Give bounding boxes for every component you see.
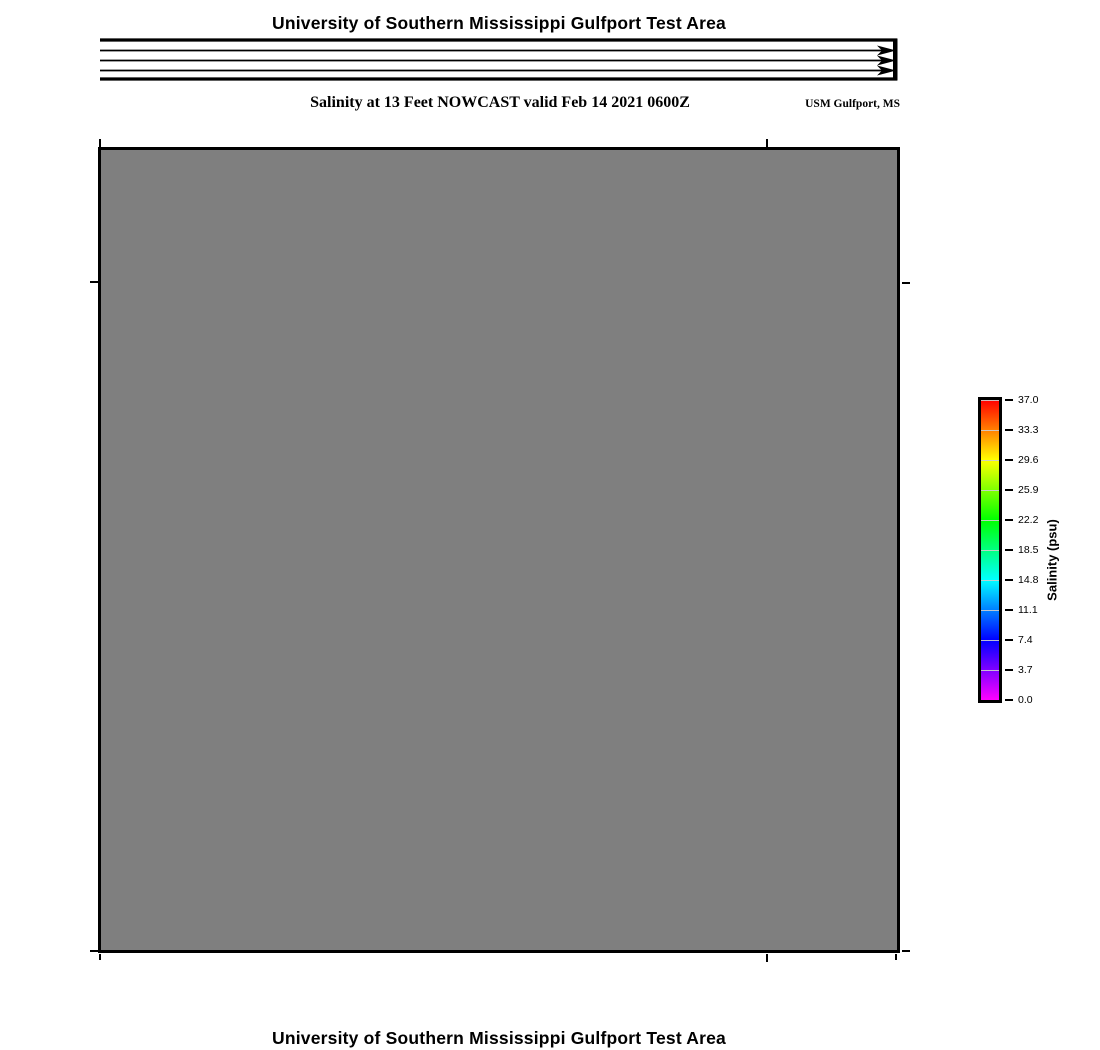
page-title: University of Southern Mississippi Gulfport Test Area bbox=[271, 13, 726, 33]
grid-tick-bottom-left-h bbox=[90, 950, 98, 952]
plot-subtitle: Salinity at 13 Feet NOWCAST valid Feb 14 2021 0600Z bbox=[310, 94, 690, 111]
colorbar-tick-mark bbox=[1005, 579, 1013, 581]
colorbar-tick-mark bbox=[1005, 399, 1013, 401]
grid-tick-top bbox=[766, 139, 768, 147]
footer-title: University of Southern Mississippi Gulfport Test Area bbox=[271, 1028, 726, 1048]
colorbar-tick-mark bbox=[1005, 669, 1013, 671]
colorbar-tick-mark bbox=[1005, 639, 1013, 641]
colorbar-segment-lines bbox=[981, 400, 999, 700]
colorbar-tick-label: 22.2 bbox=[1018, 514, 1039, 526]
colorbar-tick-label: 33.3 bbox=[1018, 424, 1039, 436]
colorbar-tick-label: 37.0 bbox=[1018, 394, 1039, 406]
colorbar-tick-mark bbox=[1005, 609, 1013, 611]
colorbar-tick-mark bbox=[1005, 519, 1013, 521]
colorbar-tick-mark bbox=[1005, 429, 1013, 431]
grid-tick-bottom-right-h bbox=[902, 950, 910, 952]
grid-tick-bottom-right-v bbox=[895, 954, 897, 960]
colorbar-tick-mark bbox=[1005, 549, 1013, 551]
colorbar-tick-mark bbox=[1005, 459, 1013, 461]
grid-tick-left bbox=[90, 281, 98, 283]
colorbar-tick-label: 18.5 bbox=[1018, 544, 1039, 556]
map-area bbox=[98, 147, 900, 953]
colorbar-tick-label: 11.1 bbox=[1018, 604, 1038, 616]
credit-label: USM Gulfport, MS bbox=[805, 98, 900, 110]
colorbar-tick-mark bbox=[1005, 489, 1013, 491]
grid-tick-bottom-left-v bbox=[99, 954, 101, 960]
colorbar-tick-label: 14.8 bbox=[1018, 574, 1039, 586]
grid-tick-right bbox=[902, 282, 910, 284]
colorbar-tick-label: 0.0 bbox=[1018, 694, 1033, 706]
grid-tick-top-left bbox=[99, 139, 101, 147]
colorbar-tick-label: 7.4 bbox=[1018, 634, 1033, 646]
banner-right-bar bbox=[893, 39, 898, 81]
grid-tick-bottom bbox=[766, 954, 768, 962]
colorbar-tick-mark bbox=[1005, 699, 1013, 701]
colorbar-tick-label: 29.6 bbox=[1018, 454, 1039, 466]
colorbar-tick-label: 25.9 bbox=[1018, 484, 1039, 496]
colorbar-tick-label: 3.7 bbox=[1018, 664, 1033, 676]
flow-arrows-banner bbox=[100, 37, 898, 82]
colorbar-axis-label: Salinity (psu) bbox=[1044, 519, 1060, 601]
colorbar bbox=[978, 397, 1002, 703]
